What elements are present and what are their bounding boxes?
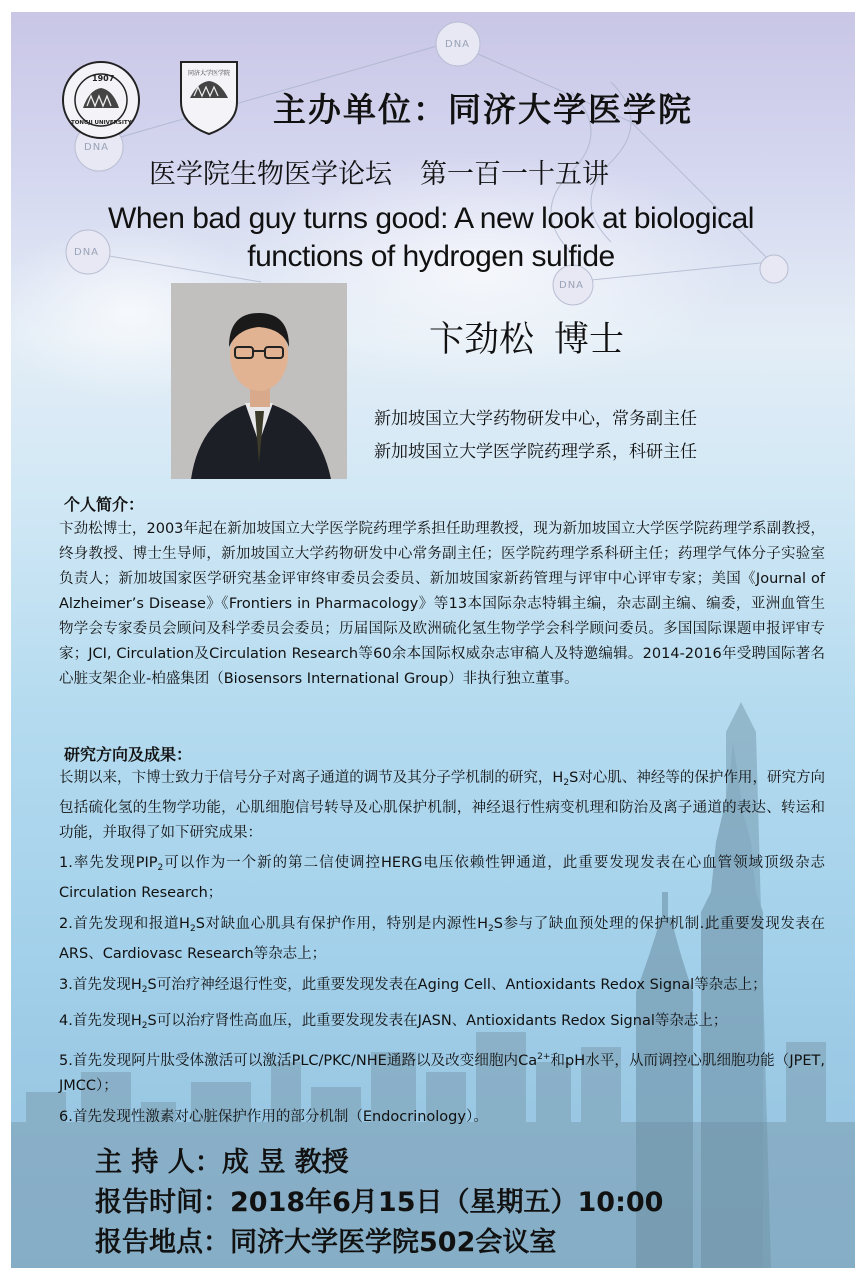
logo-year: 1907 [92,74,115,83]
logo-name: 同济大学医学院 [187,70,230,77]
forum-session: 第一百一十五讲 [420,159,609,190]
research-intro: 长期以来，卞博士致力于信号分子对离子通道的调节及其分子学机制的研究，$H_2S$对心肌、神经等的保护作用，研究方向包括硫化氢的生物学功能，心肌细胞信号转导及心肌保护机制，神经退行性病变机理和防治及离子通道的表达、转运和功能，并取得了如下研究成果： [59,770,825,841]
dna-label: DNA [84,142,110,153]
logo-name [61,60,65,61]
place-value: 同济大学医学院502会议室 [230,1227,557,1258]
talk-title-line: functions of hydrogen sulfide [247,240,615,273]
speaker-photo [171,283,347,479]
research-item: 2.首先发现和报道$H_2S$对缺血心肌具有保护作用，特别是内源性$H_2S$参与了缺血预处理的保护机制.此重要发现发表在ARS、Cardiovasc Research等杂志上； [59,916,825,962]
research-heading: 研究方向及成果： [64,745,193,764]
dna-label: DNA [74,247,100,258]
logo-caption: TONGJI UNIVERSITY [71,120,132,126]
place-line [95,1220,556,1259]
talk-title [51,200,811,276]
speaker-affiliation: 新加坡国立大学医学院药理学系，科研主任 [374,442,697,462]
time-label: 报告时间： [95,1187,230,1218]
tongji-university-logo [61,60,141,140]
time-line [95,1180,663,1219]
bio-heading: 个人简介： [64,495,145,514]
dna-label: DNA [559,280,585,291]
medical-school-logo [178,58,240,136]
speaker-affiliation: 新加坡国立大学药物研发中心，常务副主任 [374,409,697,429]
forum-name: 医学院生物医学论坛 [149,159,392,190]
bio-paragraph: 卞劲松博士，2003年起在新加坡国立大学医学院药理学系担任助理教授，现为新加坡国立大学医学院药理学系副教授，终身教授、博士生导师，新加坡国立大学药物研发中心常务副主任；医学院药理学系科研主任；药理学气体分子实验室负责人；新加坡国家医学研究基金评审终审委员会委员、新加坡国家新药管理与评审中心评审专家；美国《Journal of Alzheimer’s Disease》《Frontiers in Pharmacology》等13本国际杂志特辑主编，杂志副主编、编委，亚洲血管生物学会专家委员会顾问及科学委员会委员；历届国际及欧洲硫化氢生物学学会科学顾问委员。多国国际课题申报评审专家；JCI, Circulation及Circulation Research等60余本国际权威杂志审稿人及特邀编辑。2014-2016年受聘国际著名心脏支架企业-柏盛集团（Biosensors International Group）非执行独立董事。 [59,521,825,687]
speaker-degree: 博士 [554,320,625,360]
research-item: 1.率先发现$PIP_2$可以作为一个新的第二信使调控HERG电压依赖性钾通道，此重要发现发表在心血管领域顶级杂志Circulation Research； [59,855,825,901]
speaker-name-text: 卞劲松 [429,320,535,360]
poster [11,12,855,1268]
forum-title [149,152,609,191]
research-item: 4.首先发现$H_2S$可以治疗肾性高血压，此重要发现发表在JASN、Antioxidants Redox Signal等杂志上； [59,1013,728,1031]
organizer-title: 主办单位：同济大学医学院 [273,90,693,129]
host-line [95,1140,349,1179]
research-item: 3.首先发现$H_2S$可治疗神经退行性变，此重要发现发表在Aging Cell、Antioxidants Redox Signal等杂志上； [59,977,767,995]
research-text [59,766,825,1136]
speaker-name [429,312,624,362]
talk-title-line: When bad guy turns good: A new look at biological [108,202,754,235]
bio-text [59,517,825,692]
time-value: 2018年6月15日（星期五）10:00 [230,1187,664,1218]
host-label: 主 持 人： [95,1147,222,1178]
research-item: 6.首先发现性激素对心脏保护作用的部分机制（Endocrinology）。 [59,1109,488,1125]
host-value: 成 昱 教授 [221,1147,349,1178]
dna-label: DNA [445,39,471,50]
research-item: 5.首先发现阿片肽受体激活可以激活PLC/PKC/NHE通路以及改变细胞内$Ca^{2+}$和pH水平，从而调控心肌细胞功能（JPET, JMCC）； [59,1052,825,1094]
place-label: 报告地点： [95,1227,230,1258]
